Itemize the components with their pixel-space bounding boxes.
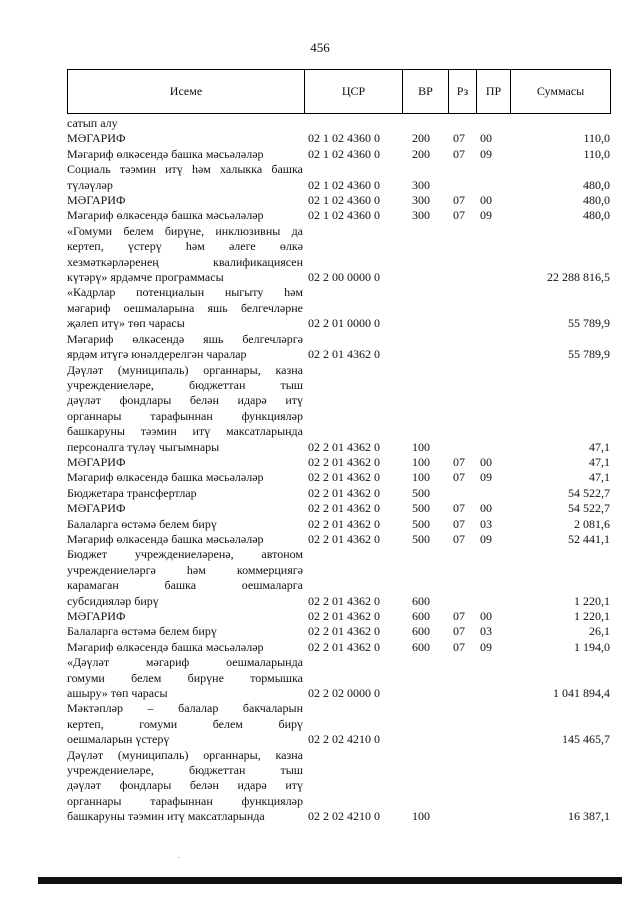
row-rz: 07 xyxy=(453,501,465,516)
row-sum: 54 522,7 xyxy=(568,501,610,516)
row-vr: 100 xyxy=(412,809,430,824)
row-vr: 600 xyxy=(412,609,430,623)
table-row xyxy=(67,208,615,223)
row-name-line: мәгариф оешмаларына яшь белгечләрне xyxy=(67,300,303,315)
row-rz: 07 xyxy=(453,609,465,623)
row-name-line: «Дәүләт мәгариф оешмаларында xyxy=(67,655,303,670)
header-rz: Рз xyxy=(448,70,476,113)
table-row xyxy=(67,547,615,609)
row-rz: 07 xyxy=(453,516,465,531)
row-name-line: сатып алу xyxy=(67,116,118,130)
row-name-line: Дәүләт (муниципаль) органнары, казна xyxy=(67,747,303,762)
scan-mark: . xyxy=(178,851,180,860)
scan-edge-bar xyxy=(38,877,622,884)
row-csr: 02 2 01 4362 0 xyxy=(308,609,380,623)
row-rz: 07 xyxy=(453,208,465,223)
table-row xyxy=(67,748,615,825)
table-row xyxy=(67,501,615,516)
row-name xyxy=(67,748,303,825)
row-sum: 1 220,1 xyxy=(574,593,610,608)
row-sum: 16 387,1 xyxy=(568,809,610,824)
row-name-line: гомуми белем бирүне тормышка xyxy=(67,670,303,685)
table-row xyxy=(67,363,615,455)
row-rz: 07 xyxy=(453,454,465,469)
row-name-line: Мәктәпләр – балалар бакчаларын xyxy=(67,701,303,716)
row-pr: 00 xyxy=(480,454,492,469)
row-name-line: учреждениеләре, бюджеттан тыш xyxy=(67,377,303,392)
table-row xyxy=(67,116,615,131)
row-vr: 300 xyxy=(412,177,430,192)
row-name xyxy=(67,147,303,162)
row-sum: 2 081,6 xyxy=(574,516,610,531)
row-name-line: дәүләт фондлары белән идарә итү xyxy=(67,778,303,793)
row-sum: 480,0 xyxy=(583,208,610,223)
table-row xyxy=(67,486,615,501)
row-name xyxy=(67,455,303,470)
row-name-line: җәлеп итү» төп чарасы xyxy=(67,316,185,331)
table-row xyxy=(67,655,615,701)
row-name-line: МӘГАРИФ xyxy=(67,193,126,208)
row-sum: 1 194,0 xyxy=(574,639,610,654)
row-csr: 02 1 02 4360 0 xyxy=(308,146,380,161)
row-name xyxy=(67,285,303,331)
row-name xyxy=(67,116,303,131)
row-name-line: Мәгариф өлкәсендә башка мәсьәләләр xyxy=(67,470,264,485)
row-vr: 300 xyxy=(412,193,430,208)
row-pr: 09 xyxy=(480,470,492,485)
row-csr: 02 2 02 4210 0 xyxy=(308,809,380,824)
row-name-line: кертеп, гомуми белем бирү xyxy=(67,716,303,731)
row-name-line: башкаруны тәэмин итү максатларында xyxy=(67,424,303,439)
row-sum: 26,1 xyxy=(589,624,610,639)
row-sum: 110,0 xyxy=(583,131,610,146)
row-name xyxy=(67,624,303,639)
row-vr: 500 xyxy=(412,516,430,531)
row-rz: 07 xyxy=(453,531,465,546)
row-name-line: органнары тарафыннан функцияләр xyxy=(67,793,303,808)
row-vr: 100 xyxy=(412,454,430,469)
row-name-line: Балаларга өстәмә белем бирү xyxy=(67,624,217,639)
table-row xyxy=(67,455,615,470)
row-vr: 100 xyxy=(412,470,430,485)
row-pr: 09 xyxy=(480,146,492,161)
header-csr: ЦСР xyxy=(304,70,402,113)
row-vr: 600 xyxy=(412,593,430,608)
table-row xyxy=(67,609,615,624)
row-csr: 02 1 02 4360 0 xyxy=(308,177,380,192)
row-name-line: МӘГАРИФ xyxy=(67,454,126,469)
row-name-line: МӘГАРИФ xyxy=(67,501,126,516)
row-name-line: органнары тарафыннан функцияләр xyxy=(67,408,303,423)
table-row xyxy=(67,624,615,639)
row-rz: 07 xyxy=(453,146,465,161)
row-pr: 00 xyxy=(480,131,492,146)
row-sum: 55 789,9 xyxy=(568,347,610,362)
table-row xyxy=(67,470,615,485)
row-rz: 07 xyxy=(453,470,465,485)
row-name-line: Социаль тәэмин итү һәм халыкка башка xyxy=(67,162,303,177)
row-pr: 09 xyxy=(480,208,492,223)
row-name xyxy=(67,501,303,516)
row-sum: 47,1 xyxy=(589,470,610,485)
table-row xyxy=(67,532,615,547)
table-row xyxy=(67,193,615,208)
header-name: Исеме xyxy=(169,84,203,98)
table-row xyxy=(67,131,615,146)
row-vr: 500 xyxy=(412,501,430,516)
row-sum: 1 041 894,4 xyxy=(553,686,610,701)
row-sum: 22 288 816,5 xyxy=(547,270,610,285)
row-csr: 02 1 02 4360 0 xyxy=(308,131,380,146)
row-sum: 47,1 xyxy=(589,439,610,454)
row-csr: 02 2 02 4210 0 xyxy=(308,732,380,747)
row-csr: 02 2 01 4362 0 xyxy=(308,593,380,608)
row-pr: 00 xyxy=(480,501,492,516)
row-name-line: күтәрү» ярдәмче программасы xyxy=(67,270,224,285)
row-csr: 02 1 02 4360 0 xyxy=(308,193,380,208)
row-vr: 100 xyxy=(412,439,430,454)
row-csr: 02 2 01 4362 0 xyxy=(308,639,380,654)
row-name-line: ярдәм итүгә юнәлдерелгән чаралар xyxy=(67,347,247,362)
row-sum: 480,0 xyxy=(583,177,610,192)
row-name-line: дәүләт фондлары белән идарә итү xyxy=(67,393,303,408)
row-name xyxy=(67,162,303,193)
table-row xyxy=(67,224,615,286)
row-vr: 500 xyxy=(412,485,430,500)
row-csr: 02 2 01 4362 0 xyxy=(308,501,380,516)
header-vr: ВР xyxy=(402,70,448,113)
row-csr: 02 2 01 4362 0 xyxy=(308,470,380,485)
row-vr: 600 xyxy=(412,624,430,639)
row-name-line: персоналга түләү чыгымнары xyxy=(67,439,220,454)
row-csr: 02 2 01 4362 0 xyxy=(308,347,380,362)
row-sum: 110,0 xyxy=(583,146,610,161)
row-name xyxy=(67,486,303,501)
table-row xyxy=(67,147,615,162)
row-csr: 02 2 02 0000 0 xyxy=(308,686,380,701)
row-name xyxy=(67,208,303,223)
row-sum: 54 522,7 xyxy=(568,485,610,500)
row-name-line: «Кадрлар потенциалын ныгыту һәм xyxy=(67,285,303,300)
row-name-line: Бюджет учреждениеләренә, автоном xyxy=(67,547,303,562)
row-name xyxy=(67,363,303,455)
row-vr: 600 xyxy=(412,639,430,654)
row-vr: 500 xyxy=(412,531,430,546)
row-pr: 09 xyxy=(480,639,492,654)
row-pr: 03 xyxy=(480,624,492,639)
table-row xyxy=(67,517,615,532)
table-row xyxy=(67,162,615,193)
table-header xyxy=(67,69,611,114)
row-csr: 02 2 00 0000 0 xyxy=(308,270,380,285)
row-csr: 02 2 01 4362 0 xyxy=(308,454,380,469)
row-name-line: «Гомуми белем бирүне, инклюзивны да xyxy=(67,223,303,238)
row-name-line: учреждениеләргә һәм коммерциягә xyxy=(67,562,303,577)
row-sum: 1 220,1 xyxy=(574,609,610,623)
row-name-line: МӘГАРИФ xyxy=(67,131,126,146)
row-name-line: башкаруны тәэмин итү максатларында xyxy=(67,809,265,824)
table-body xyxy=(67,116,615,825)
table-row xyxy=(67,285,615,331)
row-name-line: ашыру» төп чарасы xyxy=(67,686,168,701)
row-vr: 200 xyxy=(412,146,430,161)
row-name xyxy=(67,609,303,624)
row-name-line: Бюджетара трансфертлар xyxy=(67,485,197,500)
row-pr: 00 xyxy=(480,609,492,623)
row-name-line: Балаларга өстәмә белем бирү xyxy=(67,516,217,531)
row-name-line: карамаган башка оешмаларга xyxy=(67,578,303,593)
row-csr: 02 2 01 4362 0 xyxy=(308,516,380,531)
row-rz: 07 xyxy=(453,131,465,146)
row-name xyxy=(67,547,303,609)
row-sum: 145 465,7 xyxy=(562,732,610,747)
row-rz: 07 xyxy=(453,193,465,208)
row-name xyxy=(67,655,303,701)
table-row xyxy=(67,332,615,363)
row-pr: 03 xyxy=(480,516,492,531)
row-name-line: учреждениеләре, бюджеттан тыш xyxy=(67,763,303,778)
row-name-line: кертеп, үстерү һәм әлеге өлкә xyxy=(67,239,303,254)
row-name xyxy=(67,532,303,547)
row-rz: 07 xyxy=(453,624,465,639)
row-name xyxy=(67,193,303,208)
row-csr: 02 2 01 4362 0 xyxy=(308,439,380,454)
header-pr: ПР xyxy=(476,70,510,113)
table-row xyxy=(67,701,615,747)
row-sum: 52 441,1 xyxy=(568,531,610,546)
row-name-line: Мәгариф өлкәсендә яшь белгечләргә xyxy=(67,331,303,346)
row-pr: 09 xyxy=(480,531,492,546)
row-csr: 02 1 02 4360 0 xyxy=(308,208,380,223)
row-name xyxy=(67,517,303,532)
row-csr: 02 2 01 4362 0 xyxy=(308,531,380,546)
row-sum: 480,0 xyxy=(583,193,610,208)
row-name-line: Мәгариф өлкәсендә башка мәсьәләләр xyxy=(67,208,264,223)
row-name xyxy=(67,701,303,747)
row-csr: 02 2 01 4362 0 xyxy=(308,624,380,639)
header-sum: Суммасы xyxy=(510,70,610,113)
row-name xyxy=(67,131,303,146)
row-csr: 02 2 01 4362 0 xyxy=(308,485,380,500)
table-row xyxy=(67,640,615,655)
row-pr: 00 xyxy=(480,193,492,208)
row-vr: 300 xyxy=(412,208,430,223)
row-name xyxy=(67,470,303,485)
row-vr: 200 xyxy=(412,131,430,146)
row-name xyxy=(67,640,303,655)
row-rz: 07 xyxy=(453,639,465,654)
row-sum: 47,1 xyxy=(589,454,610,469)
row-sum: 55 789,9 xyxy=(568,316,610,331)
row-name-line: түләүләр xyxy=(67,177,113,192)
row-name xyxy=(67,332,303,363)
row-csr: 02 2 01 0000 0 xyxy=(308,316,380,331)
row-name-line: Мәгариф өлкәсендә башка мәсьәләләр xyxy=(67,146,264,161)
row-name-line: Мәгариф өлкәсендә башка мәсьәләләр xyxy=(67,531,264,546)
row-name-line: Дәүләт (муниципаль) органнары, казна xyxy=(67,362,303,377)
row-name-line: оешмаларын үстерү xyxy=(67,732,170,747)
row-name-line: МӘГАРИФ xyxy=(67,609,126,623)
row-name-line: хезмәткәрләренең квалификациясен xyxy=(67,254,303,269)
row-name-line: Мәгариф өлкәсендә башка мәсьәләләр xyxy=(67,639,264,654)
page-number: 456 xyxy=(310,40,330,55)
row-name-line: субсидияләр бирү xyxy=(67,593,159,608)
row-name xyxy=(67,224,303,286)
